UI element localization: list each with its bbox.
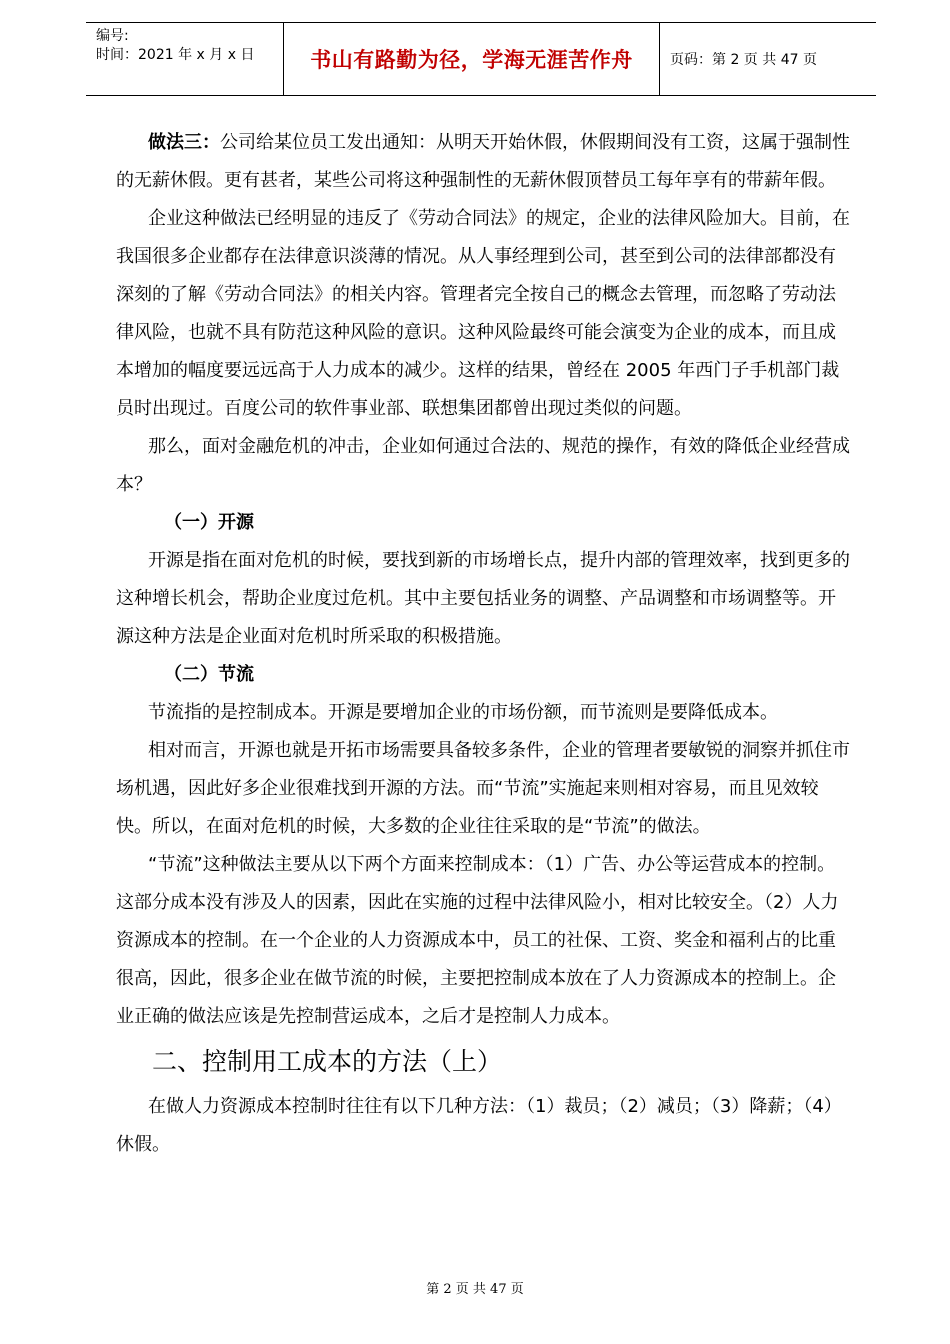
document-body [116, 124, 850, 1164]
header-time-label: 时间：2021 年 x 月 x 日 [96, 47, 255, 63]
method-three-text: 公司给某位员工发出通知：从明天开始休假，休假期间没有工资，这属于强制性的无薪休假。更有甚者，某些公司将这种强制性的无薪休假顶替员工每年享有的带薪年假。 [116, 132, 850, 191]
paragraph-comparison: 相对而言，开源也就是开拓市场需要具备较多条件，企业的管理者要敏锐的洞察并抓住市场机遇，因此好多企业很难找到开源的方法。而“节流”实施起来则相对容易，而且见效较快。所以，在面对危机的时候，大多数的企业往往采取的是“节流”的做法。 [116, 740, 850, 837]
paragraph-legal-risk: 企业这种做法已经明显的违反了《劳动合同法》的规定，企业的法律风险加大。目前，在我国很多企业都存在法律意识淡薄的情况。从人事经理到公司，甚至到公司的法律部都没有深刻的了解《劳动合同法》的相关内容。管理者完全按自己的概念去管理，而忽略了劳动法律风险，也就不具有防范这种风险的意识。这种风险最终可能会演变为企业的成本，而且成本增加的幅度要远远高于人力成本的减少。这样的结果，曾经在 2005 年西门子手机部门裁员时出现过。百度公司的软件事业部、联想集团都曾出现过类似的问题。 [116, 208, 850, 419]
header-meta [86, 23, 284, 95]
header-number-label: 编号: [96, 28, 129, 44]
heading-cost-saving: （二）节流 [164, 664, 254, 685]
header-motto: 书山有路勤为径，学海无涯苦作舟 [284, 23, 660, 95]
section-heading: 二、控制用工成本的方法（上） [152, 1047, 503, 1076]
paragraph-open-source: 开源是指在面对危机的时候，要找到新的市场增长点，提升内部的管理效率，找到更多的这种增长机会，帮助企业度过危机。其中主要包括业务的调整、产品调整和市场调整等。开源这种方法是企业面对危机时所采取的积极措施。 [116, 550, 850, 647]
paragraph-methods: 在做人力资源成本控制时往往有以下几种方法：（1）裁员；（2）减员；（3）降薪；（4）休假。 [116, 1096, 842, 1155]
header-page-info: 页码：第 2 页 共 47 页 [670, 52, 817, 68]
page-header [86, 22, 876, 96]
paragraph-method-three [116, 124, 850, 200]
paragraph-cost-aspects: “节流”这种做法主要从以下两个方面来控制成本：（1）广告、办公等运营成本的控制。这部分成本没有涉及人的因素，因此在实施的过程中法律风险小，相对比较安全。（2）人力资源成本的控制。在一个企业的人力资源成本中，员工的社保、工资、奖金和福利占的比重很高，因此，很多企业在做节流的时候，主要把控制成本放在了人力资源成本的控制上。企业正确的做法应该是先控制营运成本，之后才是控制人力成本。 [116, 854, 839, 1027]
paragraph-cost-saving-definition: 节流指的是控制成本。开源是要增加企业的市场份额，而节流则是要降低成本。 [148, 702, 778, 723]
method-three-lead: 做法三： [148, 132, 220, 153]
page-footer: 第 2 页 共 47 页 [426, 1282, 524, 1297]
paragraph-question: 那么，面对金融危机的冲击，企业如何通过合法的、规范的操作，有效的降低企业经营成本？ [116, 436, 850, 495]
heading-open-source: （一）开源 [164, 512, 254, 533]
